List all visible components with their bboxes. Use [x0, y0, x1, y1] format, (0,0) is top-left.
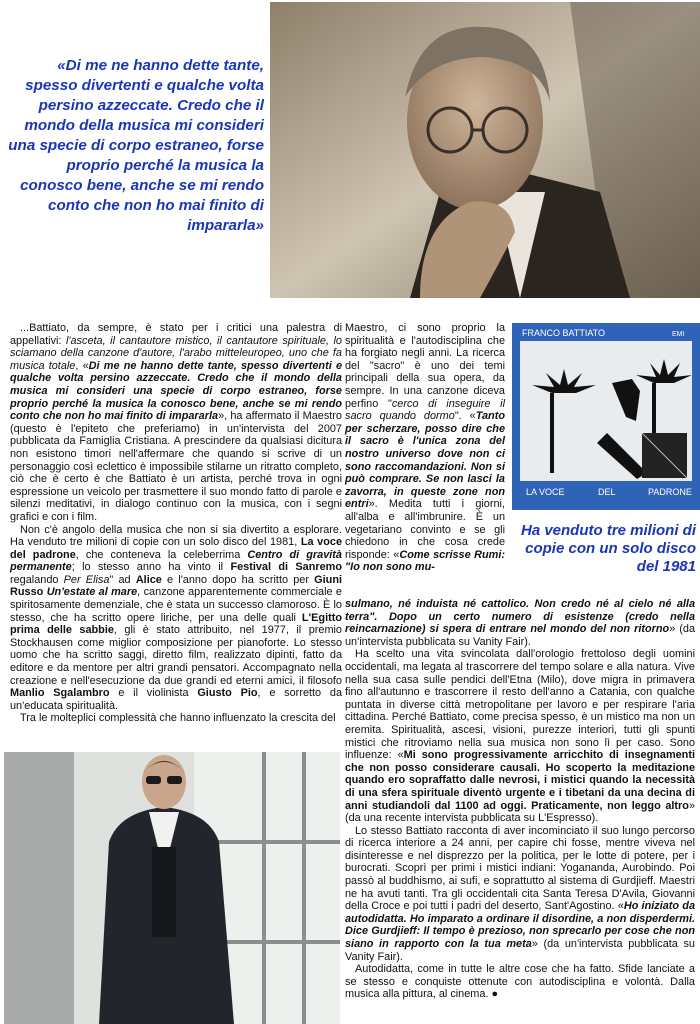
- text-run: Maestro, ci sono proprio la spiritualità e l'autodisciplina che ha forgiato negli anni. La ricerca del "sacro" è uno dei temi principali della sua opera, da sempre. In una canzone diceva perfino ": [345, 322, 505, 410]
- paragraph: [10, 322, 342, 524]
- text-run: Non c'è angolo della musica che non si sia divertito a esplorare. Ha venduto tre milioni di copie con un solo disco del 1981,: [10, 523, 342, 549]
- paragraph: Autodidatta, come in tutte le altre cose che ha fatto. Sfide lanciate a se stesso e conquiste ottenute con autodisciplina e volontà. Dalla musica alla pittura, al cinema. ●: [345, 963, 695, 1001]
- text-run: Festival di Sanremo: [230, 561, 342, 574]
- paragraph: [345, 648, 695, 824]
- album-artist: FRANCO BATTIATO: [522, 328, 606, 338]
- text-run: Come scrisse Rumi: "Io non sono mu-: [345, 548, 505, 574]
- text-run: Tanto per scherzare, posso dire che il sacro è l'unica zona del nostro universo dove non ci sono raccomandazioni. Non si può comprare. Se non lasci la zavorra, in queste zone non entri: [345, 410, 505, 511]
- text-run: ". «: [454, 410, 476, 423]
- paragraph: [10, 524, 342, 713]
- album-label: EMI: [672, 331, 685, 338]
- text-run: , canzone apparentemente commerciale e spiritosamente demenziale, che è stata un successo clamoroso. È lo stesso, che ha scritto opere liriche, per una delle quali: [10, 586, 342, 624]
- article-column-2: [345, 322, 505, 574]
- text-run: » (da un'intervista pubblicata su Vanity Fair).: [345, 623, 695, 648]
- text-run: Per Elisa: [63, 573, 110, 586]
- paragraph: Tra le molteplici complessità che hanno influenzato la crescita del: [20, 712, 336, 725]
- text-run: , e sorretto da un'educata spiritualità.: [10, 687, 342, 712]
- paragraph: [345, 322, 505, 574]
- text-run: Centro di gravità permanente: [10, 548, 342, 574]
- article-column-1: [10, 322, 342, 725]
- album-title-word: LA VOCE: [526, 487, 565, 497]
- text-run: Alice: [135, 573, 162, 586]
- text-run: " ad: [109, 573, 136, 586]
- text-run: , che conteneva la celeberrima: [75, 548, 248, 561]
- text-run: », ha affermato il Maestro (questo è l'epiteto che preferiamo) in un'intervista del 2007 pubblicata da Famiglia Cristiana. A prescindere da qualsiasi dicitura non esistono timori nell'affermare che quando si scrive di un personaggio così eclettico è impossibile stilarne un ritratto completo, ciò che è certo è che Battiato è un artista, perché trova in ogni espressione un veicolo per trasmettere il suo mondo fatto di parole e silenzi meditativi, in dialogo continuo con la musica, con i segni grafici e con i film.: [10, 410, 342, 523]
- text-run: Di me ne hanno dette tante, spesso divertenti e qualche volta persino azzeccate. Credo che il mondo della musica mi consideri una specie di corpo estraneo, forse proprio perché la musica la conosco bene, anche se mi rendo conto che non ho mai finito di impararla: [10, 359, 343, 423]
- text-run: , «: [75, 359, 89, 372]
- portrait-photo: [270, 2, 700, 298]
- text-run: Mi sono progressivamente arricchito di insegnamenti che non posso considerare causali. Ho scoperto la meditazione quando ero sopraffatto dalle nevrosi, i mistici quando la necessità di una sfera spirituale diventò urgente e i tibetani da una decina di anni studiandoli dal 1100 ad oggi. Praticamente, non leggo altro: [345, 749, 695, 812]
- text-run: cerco di inseguire il sacro quando dormo: [345, 397, 505, 423]
- paragraph: [345, 825, 695, 964]
- text-run: l'asceta, il cantautore mistico, il cantautore spirituale, lo sciamano della canzone d'autore, l'arabo mitteleuropeo, uno che fa musica totale: [10, 334, 342, 372]
- text-run: Lo stesso Battiato racconta di aver incominciato il suo lungo percorso di ricerca interiore a 24 anni, per capire chi fosse, mentre viveva nel disinteresse e nel disprezzo per la politica, per le lotte di potere, per i burocrati. Scoprì per primi i mistici indiani: Yogananda, Aurobindo. Poi passò al buddhismo, ai sufi, e soprattutto al sistema di Gurdjieff. Maestri ne ha avuti tanti. Tra gli occidentali cita Santa Teresa D'Avila, Giovanni della Croce e poi tutti i padri del deserto, Sant'Agostino. «: [345, 824, 695, 913]
- text-run: , gli è stato attribuito, nel 1977, il premio Stockhausen come miglior composizione per pianoforte. Lo stesso uomo che ha scritto saggi, diretto film, realizzato dipinti, fatto da editore e da mentore per altri grandi pensatori. Accompagnato nella creazione e nell'esecuzione da due grandi ed eterni amici, il filosofo: [10, 624, 342, 687]
- text-run: ». Medita tutti i giorni, all'alba e all'imbrunire. È un vegetariano convinto e se gli chiedono in che cosa crede risponde: «: [345, 498, 505, 561]
- pull-quote: «Di me ne hanno dette tante, spesso divertenti e qualche volta persino azzeccate. Credo che il mondo della musica mi consideri una specie di corpo estraneo, forse proprio perché la musica la conosco bene, anche se mi rendo conto che non ho mai finito di impararla»: [8, 57, 264, 234]
- album-caption: Ha venduto tre milioni di copie con un solo disco del 1981: [520, 522, 696, 575]
- text-run: Giuni Russo: [10, 573, 342, 599]
- text-run: » (da un'intervista pubblicata su Vanity Fair).: [345, 938, 695, 963]
- album-title-word: PADRONE: [648, 487, 692, 497]
- text-run: » (da una recente intervista pubblicata su L'Espresso).: [345, 799, 695, 825]
- text-run: La voce del padrone: [10, 536, 342, 561]
- text-run: Un'estate al mare: [46, 586, 138, 599]
- text-run: ; lo stesso anno ha vinto il: [71, 561, 231, 574]
- text-run: Ha scelto una vita svincolata dall'orologio frettoloso degli uomini occidentali, ma legata al trascorrere del tempo solare e alla natura. Vive nella sua casa sulle pendici dell'Etna (Milo), dove migra in primavera fino all'autunno e trascorrere il resto dell'anno a Catania, con qualche puntata in diverse città metropolitane per lavoro e per respirare l'aria cittadina. Perché Battiato, come precisa spesso, è un mistico ma non un eremita. Spiritualità, ascesi, visioni, purezze interiori, tutti gli spunti mistici che ritroviamo nella sua musica non sono lì per caso. Sono influenze: «: [345, 648, 695, 762]
- text-run: Manlio Sgalambro: [10, 687, 110, 700]
- article-column-3: [345, 598, 695, 1001]
- text-run: e il violinista: [109, 687, 198, 700]
- text-run: e l'anno dopo ha scritto per: [161, 573, 315, 586]
- text-run: regalando: [10, 573, 64, 586]
- album-title-word: DEL: [598, 487, 616, 497]
- text-run: Ho iniziato da autodidatta. Ho imparato a ordinare il disordine, a non disperdermi. Dice Gurdjieff: Il tempo è prezioso, non sprecarlo per cose che non siano in rapporto con la tua meta: [345, 900, 695, 951]
- text-run: sulmano, né induista né cattolico. Non credo né al cielo né alla terra". Dopo un certo numero di esistenze (credo nella reincarnazione) si spera di entrare nel mondo del non ritorno: [345, 598, 695, 636]
- album-cover: [512, 323, 700, 510]
- text-run: Giusto Pio: [197, 687, 258, 700]
- text-run: ...Battiato, da sempre, è stato per i critici una palestra di appellativi:: [10, 322, 342, 347]
- paragraph: [345, 598, 695, 648]
- standing-photo: [4, 752, 340, 1024]
- text-run: L'Egitto prima delle sabbie: [10, 611, 342, 637]
